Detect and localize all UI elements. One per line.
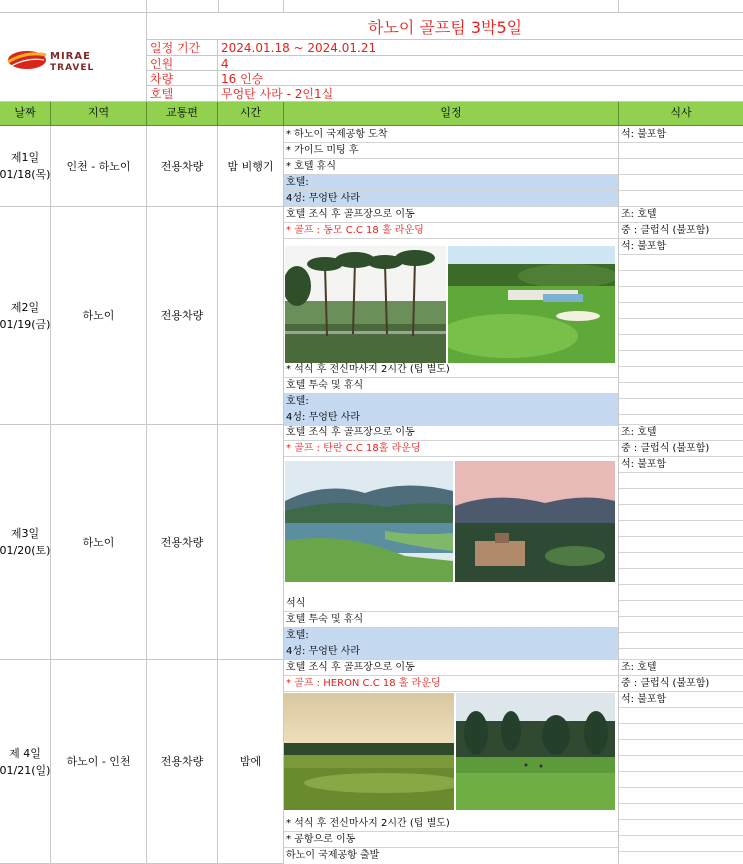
day2-hotel-name: 4성: 무엉탄 사라 — [284, 410, 618, 426]
day4-date-value: 01/21(일) — [0, 763, 51, 777]
logo-text-travel: TRAVEL — [50, 63, 95, 73]
meal-blank — [619, 335, 743, 351]
day3-schedule-dinner: 석식 — [284, 596, 618, 612]
meal-blank — [619, 271, 743, 287]
day4-transport: 전용차량 — [147, 660, 218, 864]
day1-date-value: 01/18(목) — [0, 168, 51, 181]
grid-line — [283, 126, 284, 864]
day3-time — [218, 425, 284, 660]
meal-blank — [619, 367, 743, 383]
day2-schedule-massage: * 석식 후 전신마사지 2시간 (팁 별도) — [284, 362, 618, 378]
meal-blank — [619, 521, 743, 537]
info-label-period: 일정 기간 — [147, 40, 218, 56]
meal-blank — [619, 537, 743, 553]
meal-blank — [619, 804, 743, 820]
mirae-travel-logo — [6, 47, 48, 73]
day1-hotel-label: 호텔: — [284, 175, 618, 191]
day1-region: 인천 - 하노이 — [51, 126, 147, 207]
day4-region: 하노이 - 인천 — [51, 660, 147, 864]
meal-blank — [619, 601, 743, 617]
info-value-vehicle: 16 인승 — [218, 71, 743, 86]
grid-line — [618, 0, 619, 13]
day1-transport: 전용차량 — [147, 126, 218, 207]
meal-blank — [619, 287, 743, 303]
day1-time: 밤 비행기 — [218, 126, 284, 207]
col-header-time: 시간 — [218, 102, 284, 126]
day3-schedule-rest: 호텔 투숙 및 휴식 — [284, 612, 618, 628]
col-header-date: 날짜 — [0, 102, 51, 126]
meal-blank — [619, 489, 743, 505]
day4-date — [0, 660, 51, 864]
meal-blank — [619, 836, 743, 852]
meal-blank — [619, 708, 743, 724]
day1-schedule-1: * 하노이 국제공항 도착 — [284, 127, 618, 143]
day2-transport: 전용차량 — [147, 207, 218, 425]
day3-date-label: 제3일 — [10, 527, 40, 540]
day2-date — [0, 207, 51, 425]
grid-line — [218, 0, 219, 13]
day4-date-label: 제 4일 — [9, 746, 41, 760]
info-label-vehicle: 차량 — [147, 71, 218, 86]
heron-golf-photo-sunset — [284, 693, 454, 810]
page-title — [147, 13, 743, 40]
meal-blank — [619, 740, 743, 756]
day4-golf: * 골프 : HERON C.C 18 홀 라운딩 — [284, 676, 618, 692]
day4-time: 밤에 — [218, 660, 284, 864]
day2-meal-lunch: 중 : 클럽식 (불포함) — [619, 223, 743, 239]
meal-blank — [619, 569, 743, 585]
meal-blank — [619, 159, 743, 175]
day2-schedule-rest: 호텔 투숙 및 휴식 — [284, 378, 618, 394]
day4-meal-dinner: 석: 불포함 — [619, 692, 743, 708]
grid-line — [283, 0, 284, 13]
meal-blank — [619, 852, 743, 864]
info-label-people: 인원 — [147, 56, 218, 71]
day3-date — [0, 425, 51, 660]
day1-hotel-name: 4성: 무엉탄 사라 — [284, 191, 618, 207]
meal-blank — [619, 505, 743, 521]
day4-schedule-airport: * 공항으로 이동 — [284, 832, 618, 848]
info-value-period: 2024.01.18 ~ 2024.01.21 — [218, 40, 743, 56]
meal-blank — [619, 351, 743, 367]
day3-transport: 전용차량 — [147, 425, 218, 660]
meal-blank — [619, 319, 743, 335]
day2-meal-dinner: 석: 불포함 — [619, 239, 743, 255]
meal-blank — [619, 410, 743, 425]
meal-blank — [619, 585, 743, 601]
day1-schedule-3: * 호텔 휴식 — [284, 159, 618, 175]
day2-date-label: 제2일 — [10, 300, 40, 314]
col-header-region: 지역 — [51, 102, 147, 126]
day4-meal-breakfast: 조: 호텔 — [619, 660, 743, 676]
day3-hotel-name: 4성: 무엉탄 사라 — [284, 644, 618, 660]
meal-blank — [619, 383, 743, 399]
meal-blank — [619, 617, 743, 633]
meal-blank — [619, 175, 743, 191]
day2-golf: * 골프 : 동모 C.C 18 홀 라운딩 — [284, 223, 618, 239]
info-label-hotel: 호텔 — [147, 86, 218, 102]
day3-region: 하노이 — [51, 425, 147, 660]
day2-meal-breakfast: 조: 호텔 — [619, 207, 743, 223]
day3-schedule-top: 호텔 조식 후 골프장으로 이동 — [284, 425, 618, 441]
meal-blank — [619, 756, 743, 772]
day2-date-value: 01/19(금) — [0, 317, 51, 331]
top-spacer-row — [0, 0, 743, 13]
day1-schedule-2: * 가이드 미팅 후 — [284, 143, 618, 159]
day3-date-value: 01/20(토) — [0, 544, 51, 557]
tamdao-golf-photo-lake — [285, 461, 453, 582]
day3-golf: * 골프 : 탄란 C.C 18홀 라운딩 — [284, 441, 618, 457]
meal-blank — [619, 724, 743, 740]
day2-schedule-top: 호텔 조식 후 골프장으로 이동 — [284, 207, 618, 223]
day4-schedule-top: 호텔 조식 후 골프장으로 이동 — [284, 660, 618, 676]
meal-blank — [619, 649, 743, 660]
day2-hotel-label: 호텔: — [284, 394, 618, 410]
day4-schedule-departure: 하노이 국제공항 출발 — [286, 850, 380, 861]
tamdao-golf-photo-resort — [455, 461, 615, 582]
day1-meal-dinner: 석: 불포함 — [619, 127, 743, 143]
meal-blank — [619, 772, 743, 788]
logo-text-mirae: MIRAE — [50, 51, 91, 62]
meal-blank — [619, 820, 743, 836]
col-header-transport: 교통편 — [147, 102, 218, 126]
day1-date-label: 제1일 — [10, 151, 40, 164]
day3-meal-lunch: 중 : 클럽식 (불포함) — [619, 441, 743, 457]
meal-blank — [619, 633, 743, 649]
meal-blank — [619, 303, 743, 319]
day4-schedule-massage: * 석식 후 전신마사지 2시간 (팁 별도) — [284, 816, 618, 832]
grid-line — [146, 0, 147, 13]
dongmo-golf-photo-palms — [285, 246, 446, 363]
day3-meal-dinner: 석: 불포함 — [619, 457, 743, 473]
meal-blank — [619, 143, 743, 159]
meal-blank — [619, 553, 743, 569]
day1-date — [0, 126, 51, 207]
info-value-hotel: 무엉탄 사라 - 2인1실 — [218, 86, 743, 102]
meal-blank — [619, 788, 743, 804]
meal-blank — [619, 473, 743, 489]
logo-cell — [0, 13, 147, 102]
day2-time — [218, 207, 284, 425]
page-title-text: 하노이 골프팀 3박5일 — [367, 17, 523, 37]
meal-blank — [619, 255, 743, 271]
grid-line — [618, 126, 619, 864]
col-header-schedule: 일정 — [284, 102, 619, 126]
dongmo-golf-photo-green — [448, 246, 615, 363]
day4-meal-lunch: 중 : 클럽식 (불포함) — [619, 676, 743, 692]
day2-region: 하노이 — [51, 207, 147, 425]
col-header-meals: 식사 — [619, 102, 743, 126]
heron-golf-photo-trees — [456, 693, 615, 810]
day3-meal-breakfast: 조: 호텔 — [619, 425, 743, 441]
info-value-people: 4 — [218, 56, 743, 71]
day3-hotel-label: 호텔: — [284, 628, 618, 644]
meal-blank — [619, 191, 743, 207]
